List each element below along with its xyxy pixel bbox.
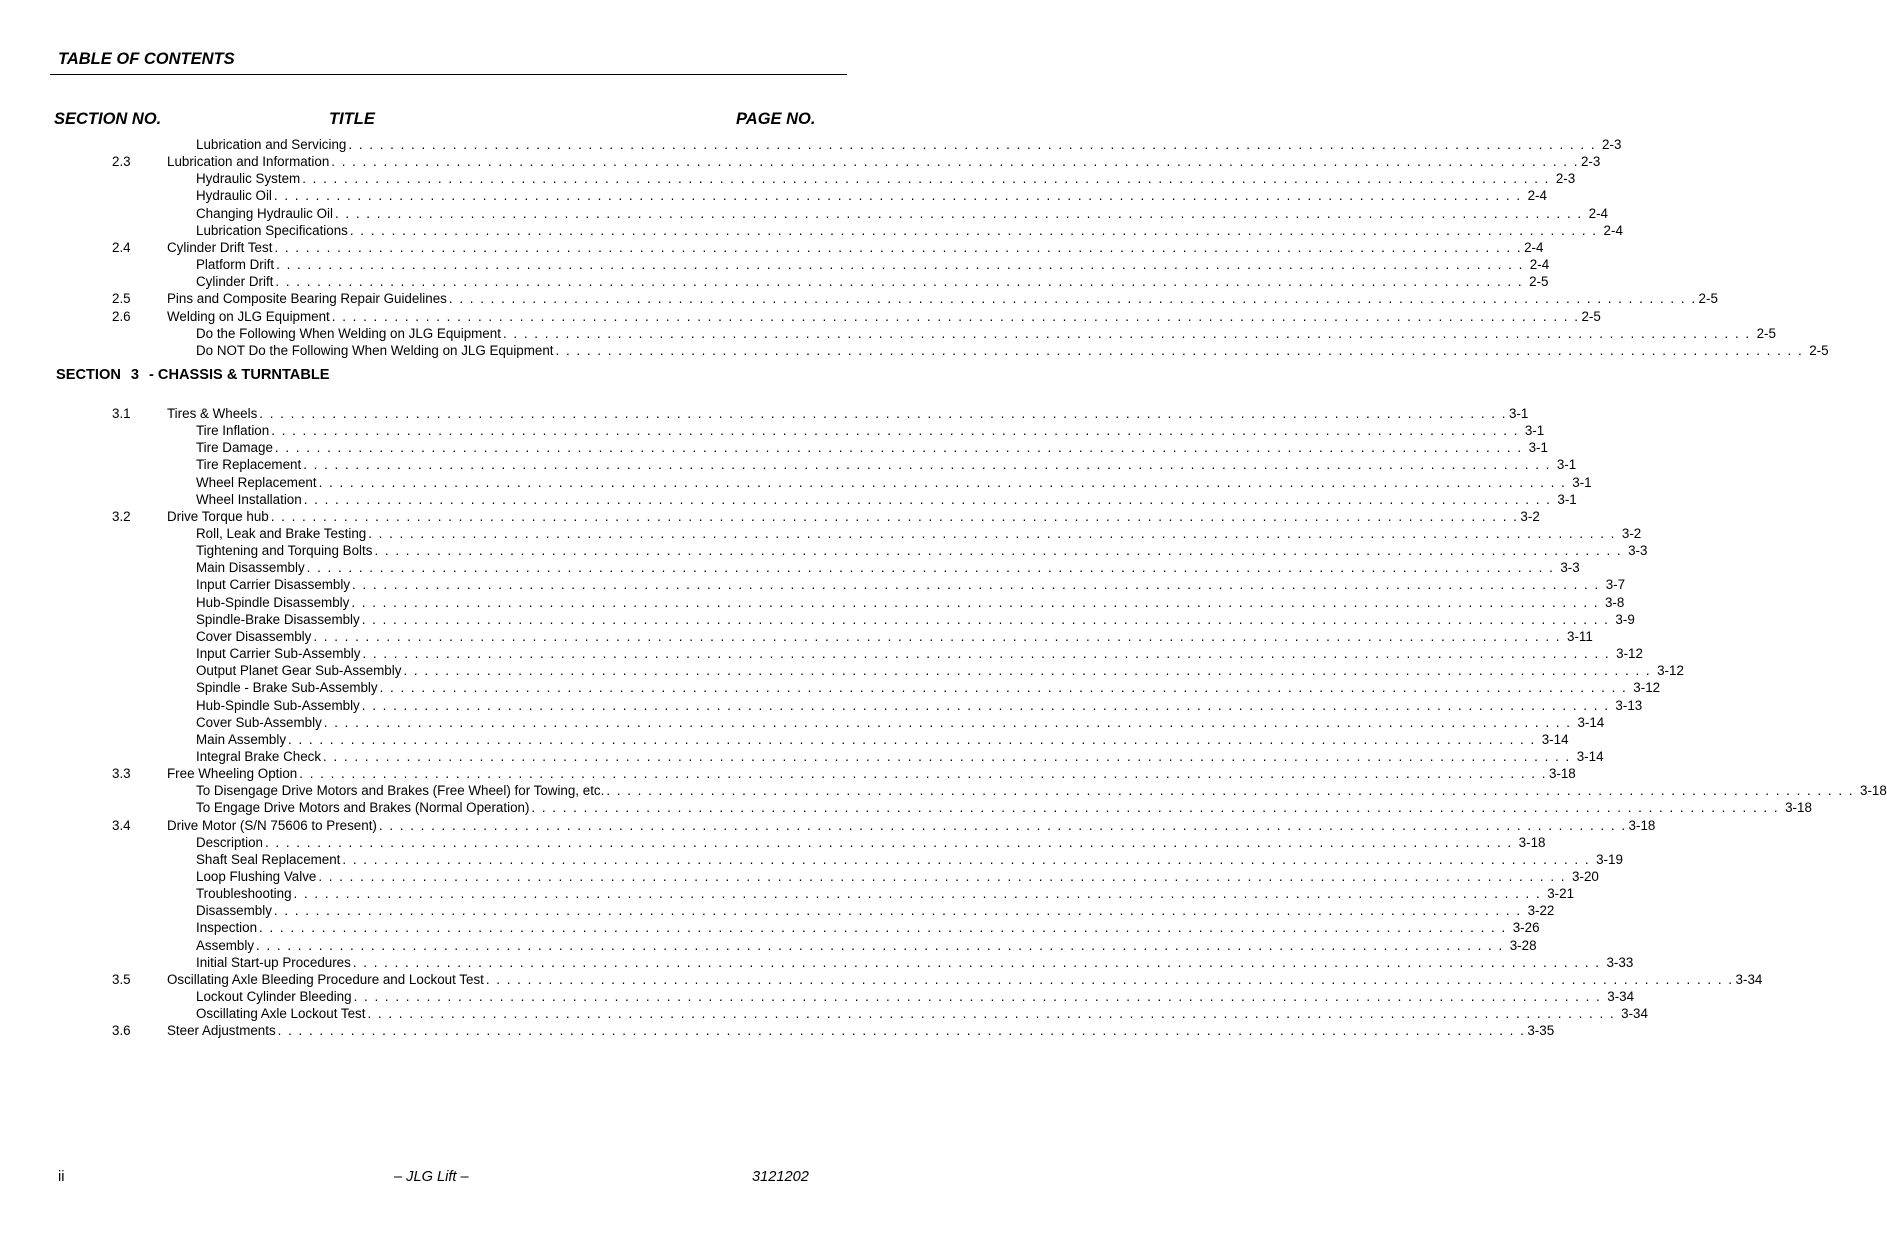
toc-entry-title: Lockout Cylinder Bleeding <box>196 989 352 1005</box>
toc-entry[interactable] <box>196 902 1555 919</box>
toc-entry[interactable] <box>167 290 1718 307</box>
toc-entry[interactable] <box>196 954 1634 971</box>
toc-leader-dots: . . . . . . . . . . . . . . . . . . . . . . . . . . . . . . . . . . . . . . . . . . . . . . . . . . . . . . . . . . . . . . . . . . . . . . . . . . . . . . . . . . . . . . . . . . . . . . . . . . . . . . . . . . . . . . . . . . . . . . . . <box>259 405 1507 421</box>
toc-entry-title: Tire Damage <box>196 440 273 456</box>
toc-leader-dots: . . . . . . . . . . . . . . . . . . . . . . . . . . . . . . . . . . . . . . . . . . . . . . . . . . . . . . . . . . . . . . . . . . . . . . . . . . . . . . . . . . . . . . . . . . . . . . . . . . . . . . . . . . . . . . . . . . . . . . . . <box>502 325 1751 341</box>
toc-entry[interactable] <box>167 153 1601 170</box>
toc-entry[interactable] <box>196 273 1549 290</box>
toc-entry-page: 3-2 <box>1520 508 1540 524</box>
column-header-title: TITLE <box>329 110 375 128</box>
toc-entry-title: Do NOT Do the Following When Welding on JLG Equipment <box>196 342 554 358</box>
toc-leader-dots: . . . . . . . . . . . . . . . . . . . . . . . . . . . . . . . . . . . . . . . . . . . . . . . . . . . . . . . . . . . . . . . . . . . . . . . . . . . . . . . . . . . . . . . . . . . . . . . . . . . . . . . . . . . . . . . . . . . . . . . . <box>368 526 1616 541</box>
toc-entry-title: Output Planet Gear Sub-Assembly <box>196 663 402 679</box>
column-header-section: SECTION NO. <box>54 110 162 128</box>
toc-entry-title: Input Carrier Disassembly <box>196 577 351 593</box>
toc-row <box>0 422 1545 439</box>
toc-leader-dots: . . . . . . . . . . . . . . . . . . . . . . . . . . . . . . . . . . . . . . . . . . . . . . . . . . . . . . . . . . . . . . . . . . . . . . . . . . . . . . . . . . . . . . . . . . . . . . . . . . . . . . . . . . . . . . . . . . . . . . . . <box>274 239 1523 255</box>
toc-entry-page: 3-34 <box>1607 989 1635 1005</box>
toc-entry[interactable] <box>196 868 1599 885</box>
toc-entry-page: 2-5 <box>1756 325 1776 341</box>
toc-entry[interactable] <box>196 851 1623 868</box>
toc-entry[interactable] <box>196 136 1622 153</box>
toc-section-number: 2.5 <box>112 291 131 307</box>
toc-leader-dots: . . . . . . . . . . . . . . . . . . . . . . . . . . . . . . . . . . . . . . . . . . . . . . . . . . . . . . . . . . . . . . . . . . . . . . . . . . . . . . . . . . . . . . . . . . . . . . . . . . . . . . . . . . . . . . . . . . . . . . . . <box>274 440 1523 456</box>
toc-entry[interactable] <box>196 456 1577 473</box>
toc-entry[interactable] <box>196 1005 1648 1022</box>
toc-entry-page: 3-20 <box>1572 869 1599 884</box>
toc-row <box>0 834 1546 851</box>
toc-entry-page: 3-12 <box>1657 663 1684 679</box>
toc-entry-page: 3-18 <box>1518 834 1546 850</box>
toc-entry-page: 3-28 <box>1509 937 1537 953</box>
toc-entry-page: 3-18 <box>1860 783 1887 799</box>
toc-entry-title: Hydraulic System <box>196 171 301 187</box>
toc-entry-page: 2-4 <box>1527 188 1547 204</box>
toc-entry-title: Cover Sub-Assembly <box>196 714 322 730</box>
toc-entry-page: 3-1 <box>1528 440 1548 456</box>
toc-entry-title: Integral Brake Check <box>196 748 322 764</box>
toc-section-number: 3.2 <box>112 508 131 524</box>
toc-leader-dots: . . . . . . . . . . . . . . . . . . . . . . . . . . . . . . . . . . . . . . . . . . . . . . . . . . . . . . . . . . . . . . . . . . . . . . . . . . . . . . . . . . . . . . . . . . . . . . . . . . . . . . . . . . . . . . . . . . . . . . . . <box>367 1006 1616 1022</box>
toc-entry-page: 3-34 <box>1735 971 1763 987</box>
footer-doc-number: 3121202 <box>752 1169 809 1185</box>
toc-entry[interactable] <box>196 662 1684 679</box>
toc-row <box>0 491 1577 508</box>
toc-entry-page: 3-26 <box>1512 920 1540 936</box>
toc-leader-dots: . . . . . . . . . . . . . . . . . . . . . . . . . . . . . . . . . . . . . . . . . . . . . . . . . . . . . . . . . . . . . . . . . . . . . . . . . . . . . . . . . . . . . . . . . . . . . . . . . . . . . . . . . . . . . . . . . . . . . . . . <box>299 766 1547 782</box>
toc-entry-title: Shaft Seal Replacement <box>196 851 341 867</box>
toc-row <box>0 559 1580 576</box>
toc-row <box>0 474 1592 491</box>
toc-leader-dots: . . . . . . . . . . . . . . . . . . . . . . . . . . . . . . . . . . . . . . . . . . . . . . . . . . . . . . . . . . . . . . . . . . . . . . . . . . . . . . . . . . . . . . . . . . . . . . . . . . . . . . . . . . . . . . . . . . . . . . . . <box>348 137 1597 152</box>
toc-entry[interactable] <box>167 765 1576 782</box>
toc-entry[interactable] <box>196 885 1575 902</box>
toc-entry[interactable] <box>196 222 1623 239</box>
toc-entry[interactable] <box>196 170 1576 187</box>
toc-entry-title: Oscillating Axle Bleeding Procedure and Lockout Test <box>167 971 484 987</box>
toc-leader-dots: . . . . . . . . . . . . . . . . . . . . . . . . . . . . . . . . . . . . . . . . . . . . . . . . . . . . . . . . . . . . . . . . . . . . . . . . . . . . . . . . . . . . . . . . . . . . . . . . . . . . . . . . . . . . . . . . . . . . . . . . <box>362 646 1611 662</box>
toc-row <box>0 697 1643 714</box>
toc-row <box>0 187 1547 204</box>
toc-entry-title: Roll, Leak and Brake Testing <box>196 526 367 541</box>
section-heading-title: - CHASSIS & TURNTABLE <box>149 367 330 383</box>
toc-entry[interactable] <box>196 439 1548 456</box>
toc-entry[interactable] <box>167 508 1540 525</box>
toc-entry[interactable] <box>196 611 1635 628</box>
header-title: TABLE OF CONTENTS <box>58 50 235 68</box>
toc-entry-page: 3-14 <box>1541 731 1569 747</box>
toc-entry[interactable] <box>196 342 1829 359</box>
toc-leader-dots: . . . . . . . . . . . . . . . . . . . . . . . . . . . . . . . . . . . . . . . . . . . . . . . . . . . . . . . . . . . . . . . . . . . . . . . . . . . . . . . . . . . . . . . . . . . . . . . . . . . . . . . . . . . . . . . . . . . . . . . . <box>323 714 1572 730</box>
toc-entry-title: Wheel Installation <box>196 491 302 507</box>
toc-entry-page: 2-5 <box>1529 274 1549 290</box>
toc-leader-dots: . . . . . . . . . . . . . . . . . . . . . . . . . . . . . . . . . . . . . . . . . . . . . . . . . . . . . . . . . . . . . . . . . . . . . . . . . . . . . . . . . . . . . . . . . . . . . . . . . . . . . . . . . . . . . . . . . . . . . . . . <box>270 508 1519 524</box>
toc-entry[interactable] <box>196 748 1604 765</box>
toc-leader-dots: . . . . . . . . . . . . . . . . . . . . . . . . . . . . . . . . . . . . . . . . . . . . . . . . . . . . . . . . . . . . . . . . . . . . . . . . . . . . . . . . . . . . . . . . . . . . . . . . . . . . . . . . . . . . . . . . . . . . . . . . <box>342 851 1591 867</box>
toc-entry-page: 3-1 <box>1524 423 1545 439</box>
toc-row <box>0 256 1550 273</box>
toc-entry[interactable] <box>196 628 1593 645</box>
toc-entry-title: Description <box>196 834 263 850</box>
toc-entry[interactable] <box>196 919 1540 936</box>
toc-entry-title: Lubrication Specifications <box>196 222 348 238</box>
toc-row <box>0 508 1540 525</box>
toc-entry[interactable] <box>167 971 1763 988</box>
toc-entry-title: Do the Following When Welding on JLG Equipment <box>196 325 501 341</box>
toc-entry-page: 3-19 <box>1596 851 1623 867</box>
toc-leader-dots: . . . . . . . . . . . . . . . . . . . . . . . . . . . . . . . . . . . . . . . . . . . . . . . . . . . . . . . . . . . . . . . . . . . . . . . . . . . . . . . . . . . . . . . . . . . . . . . . . . . . . . . . . . . . . . . . . . . . . . . . <box>606 783 1855 799</box>
toc-section-number: 3.6 <box>112 1023 131 1039</box>
toc-entry[interactable] <box>196 205 1608 222</box>
toc-entry[interactable] <box>196 594 1625 611</box>
toc-entry-page: 2-4 <box>1588 205 1608 221</box>
toc-entry[interactable] <box>196 988 1635 1005</box>
toc-leader-dots: . . . . . . . . . . . . . . . . . . . . . . . . . . . . . . . . . . . . . . . . . . . . . . . . . . . . . . . . . . . . . . . . . . . . . . . . . . . . . . . . . . . . . . . . . . . . . . . . . . . . . . . . . . . . . . . . . . . . . . . . <box>334 205 1583 221</box>
toc-entry[interactable] <box>196 714 1605 731</box>
toc-entry-page: 3-1 <box>1508 405 1529 421</box>
toc-leader-dots: . . . . . . . . . . . . . . . . . . . . . . . . . . . . . . . . . . . . . . . . . . . . . . . . . . . . . . . . . . . . . . . . . . . . . . . . . . . . . . . . . . . . . . . . . . . . . . . . . . . . . . . . . . . . . . . . . . . . . . . . <box>361 611 1610 627</box>
toc-leader-dots: . . . . . . . . . . . . . . . . . . . . . . . . . . . . . . . . . . . . . . . . . . . . . . . . . . . . . . . . . . . . . . . . . . . . . . . . . . . . . . . . . . . . . . . . . . . . . . . . . . . . . . . . . . . . . . . . . . . . . . . . <box>259 920 1507 936</box>
toc-entry-page: 2-5 <box>1581 308 1601 324</box>
toc-row <box>0 290 1718 307</box>
toc-entry-title: Cover Disassembly <box>196 628 312 644</box>
toc-entry-page: 3-12 <box>1616 646 1643 662</box>
toc-entry[interactable] <box>196 679 1661 696</box>
toc-entry[interactable] <box>167 239 1544 256</box>
toc-entry-page: 3-7 <box>1605 577 1626 593</box>
toc-leader-dots: . . . . . . . . . . . . . . . . . . . . . . . . . . . . . . . . . . . . . . . . . . . . . . . . . . . . . . . . . . . . . . . . . . . . . . . . . . . . . . . . . . . . . . . . . . . . . . . . . . . . . . . . . . . . . . . . . . . . . . . . <box>379 680 1628 696</box>
toc-entry[interactable] <box>196 731 1569 748</box>
toc-row <box>0 748 1604 765</box>
toc-entry-page: 3-12 <box>1633 680 1661 696</box>
toc-leader-dots: . . . . . . . . . . . . . . . . . . . . . . . . . . . . . . . . . . . . . . . . . . . . . . . . . . . . . . . . . . . . . . . . . . . . . . . . . . . . . . . . . . . . . . . . . . . . . . . . . . . . . . . . . . . . . . . . . . . . . . . . <box>331 154 1579 170</box>
toc-entry-page: 3-35 <box>1527 1023 1555 1039</box>
toc-entry-title: Changing Hydraulic Oil <box>196 205 333 221</box>
toc-entry[interactable] <box>196 576 1626 593</box>
toc-entry-title: Spindle - Brake Sub-Assembly <box>196 680 378 696</box>
toc-row <box>0 885 1575 902</box>
toc-row <box>0 170 1576 187</box>
toc-entry-title: Hub-Spindle Disassembly <box>196 594 350 610</box>
toc-entry-title: Lubrication and Servicing <box>196 137 347 152</box>
toc-section-number: 2.6 <box>112 308 131 324</box>
toc-row <box>0 902 1555 919</box>
toc-leader-dots: . . . . . . . . . . . . . . . . . . . . . . . . . . . . . . . . . . . . . . . . . . . . . . . . . . . . . . . . . . . . . . . . . . . . . . . . . . . . . . . . . . . . . . . . . . . . . . . . . . . . . . . . . . . . . . . . . . . . . . . . <box>273 903 1522 919</box>
toc-entry-page: 3-3 <box>1560 560 1580 576</box>
toc-row <box>0 868 1599 885</box>
toc-row <box>0 273 1549 290</box>
toc-entry[interactable] <box>196 645 1643 662</box>
toc-entry-title: To Disengage Drive Motors and Brakes (Free Wheel) for Towing, etc. <box>196 783 605 799</box>
toc-row <box>0 851 1623 868</box>
toc-entry-title: Troubleshooting <box>196 886 292 902</box>
toc-leader-dots: . . . . . . . . . . . . . . . . . . . . . . . . . . . . . . . . . . . . . . . . . . . . . . . . . . . . . . . . . . . . . . . . . . . . . . . . . . . . . . . . . . . . . . . . . . . . . . . . . . . . . . . . . . . . . . . . . . . . . . . . <box>293 886 1542 902</box>
toc-entry-title: Platform Drift <box>196 257 275 273</box>
toc-row <box>0 594 1625 611</box>
toc-leader-dots: . . . . . . . . . . . . . . . . . . . . . . . . . . . . . . . . . . . . . . . . . . . . . . . . . . . . . . . . . . . . . . . . . . . . . . . . . . . . . . . . . . . . . . . . . . . . . . . . . . . . . . . . . . . . . . . . . . . . . . . . <box>276 257 1524 273</box>
toc-entry[interactable] <box>167 817 1656 834</box>
toc-entry-title: Initial Start-up Procedures <box>196 954 351 970</box>
toc-leader-dots: . . . . . . . . . . . . . . . . . . . . . . . . . . . . . . . . . . . . . . . . . . . . . . . . . . . . . . . . . . . . . . . . . . . . . . . . . . . . . . . . . . . . . . . . . . . . . . . . . . . . . . . . . . . . . . . . . . . . . . . . <box>303 491 1552 507</box>
toc-row <box>0 645 1643 662</box>
toc-section-number: 3.4 <box>112 817 131 833</box>
toc-entry-page: 3-22 <box>1527 903 1555 919</box>
toc-entry-page: 2-5 <box>1809 342 1829 358</box>
toc-entry-title: Input Carrier Sub-Assembly <box>196 646 361 662</box>
toc-entry[interactable] <box>196 422 1545 439</box>
toc-leader-dots: . . . . . . . . . . . . . . . . . . . . . . . . . . . . . . . . . . . . . . . . . . . . . . . . . . . . . . . . . . . . . . . . . . . . . . . . . . . . . . . . . . . . . . . . . . . . . . . . . . . . . . . . . . . . . . . . . . . . . . . . <box>303 457 1551 473</box>
toc-row <box>0 576 1626 593</box>
toc-entry-page: 3-18 <box>1548 766 1576 782</box>
toc-entry-title: Wheel Replacement <box>196 474 317 490</box>
footer-company: – JLG Lift – <box>394 1169 469 1185</box>
toc-leader-dots: . . . . . . . . . . . . . . . . . . . . . . . . . . . . . . . . . . . . . . . . . . . . . . . . . . . . . . . . . . . . . . . . . . . . . . . . . . . . . . . . . . . . . . . . . . . . . . . . . . . . . . . . . . . . . . . . . . . . . . . . <box>323 748 1571 764</box>
toc-entry-page: 2-3 <box>1602 137 1622 152</box>
toc-entry[interactable] <box>196 256 1550 273</box>
toc-leader-dots: . . . . . . . . . . . . . . . . . . . . . . . . . . . . . . . . . . . . . . . . . . . . . . . . . . . . . . . . . . . . . . . . . . . . . . . . . . . . . . . . . . . . . . . . . . . . . . . . . . . . . . . . . . . . . . . . . . . . . . . . <box>256 937 1504 953</box>
toc-leader-dots: . . . . . . . . . . . . . . . . . . . . . . . . . . . . . . . . . . . . . . . . . . . . . . . . . . . . . . . . . . . . . . . . . . . . . . . . . . . . . . . . . . . . . . . . . . . . . . . . . . . . . . . . . . . . . . . . . . . . . . . . <box>349 222 1598 238</box>
toc-leader-dots: . . . . . . . . . . . . . . . . . . . . . . . . . . . . . . . . . . . . . . . . . . . . . . . . . . . . . . . . . . . . . . . . . . . . . . . . . . . . . . . . . . . . . . . . . . . . . . . . . . . . . . . . . . . . . . . . . . . . . . . . <box>264 834 1513 850</box>
toc-entry-title: Spindle-Brake Disassembly <box>196 611 360 627</box>
toc-row <box>0 542 1648 559</box>
toc-entry-title: Steer Adjustments <box>167 1023 276 1039</box>
toc-entry[interactable] <box>167 405 1529 422</box>
toc-row <box>0 971 1763 988</box>
toc-leader-dots: . . . . . . . . . . . . . . . . . . . . . . . . . . . . . . . . . . . . . . . . . . . . . . . . . . . . . . . . . . . . . . . . . . . . . . . . . . . . . . . . . . . . . . . . . . . . . . . . . . . . . . . . . . . . . . . . . . . . . . . . <box>448 291 1697 307</box>
toc-entry-title: Welding on JLG Equipment <box>167 308 330 324</box>
toc-row <box>0 662 1684 679</box>
toc-row <box>0 153 1601 170</box>
toc-row <box>0 525 1642 542</box>
toc-leader-dots: . . . . . . . . . . . . . . . . . . . . . . . . . . . . . . . . . . . . . . . . . . . . . . . . . . . . . . . . . . . . . . . . . . . . . . . . . . . . . . . . . . . . . . . . . . . . . . . . . . . . . . . . . . . . . . . . . . . . . . . . <box>378 817 1627 833</box>
toc-entry-title: Tire Inflation <box>196 423 270 439</box>
toc-entry[interactable] <box>196 697 1643 714</box>
toc-leader-dots: . . . . . . . . . . . . . . . . . . . . . . . . . . . . . . . . . . . . . . . . . . . . . . . . . . . . . . . . . . . . . . . . . . . . . . . . . . . . . . . . . . . . . . . . . . . . . . . . . . . . . . . . . . . . . . . . . . . . . . . . <box>361 697 1610 713</box>
toc-entry-title: To Engage Drive Motors and Brakes (Normal Operation) <box>196 800 530 816</box>
toc-entry-page: 3-18 <box>1628 817 1656 833</box>
toc-leader-dots: . . . . . . . . . . . . . . . . . . . . . . . . . . . . . . . . . . . . . . . . . . . . . . . . . . . . . . . . . . . . . . . . . . . . . . . . . . . . . . . . . . . . . . . . . . . . . . . . . . . . . . . . . . . . . . . . . . . . . . . . <box>288 731 1536 747</box>
toc-entry-page: 3-8 <box>1604 594 1625 610</box>
toc-entry-page: 3-14 <box>1576 748 1604 764</box>
toc-entry-page: 3-1 <box>1572 474 1592 490</box>
toc-row <box>0 799 1812 816</box>
toc-entry-title: Assembly <box>196 937 255 953</box>
footer-page-number: ii <box>58 1169 65 1185</box>
toc-entry-page: 3-13 <box>1615 697 1643 713</box>
toc-entry-title: Hub-Spindle Sub-Assembly <box>196 697 360 713</box>
toc-entry-title: Tightening and Torquing Bolts <box>196 543 373 559</box>
toc-row <box>0 765 1576 782</box>
toc-section-number: 3.3 <box>112 766 131 782</box>
toc-row <box>0 954 1634 971</box>
toc-row <box>0 222 1623 239</box>
toc-entry-title: Main Disassembly <box>196 560 305 576</box>
toc-entry-page: 2-3 <box>1580 154 1601 170</box>
toc-leader-dots: . . . . . . . . . . . . . . . . . . . . . . . . . . . . . . . . . . . . . . . . . . . . . . . . . . . . . . . . . . . . . . . . . . . . . . . . . . . . . . . . . . . . . . . . . . . . . . . . . . . . . . . . . . . . . . . . . . . . . . . . <box>271 423 1519 439</box>
toc-row <box>0 1005 1648 1022</box>
toc-entry-page: 2-5 <box>1698 291 1718 307</box>
toc-row <box>0 628 1593 645</box>
toc-entry-title: Tire Replacement <box>196 457 302 473</box>
toc-entry[interactable] <box>196 187 1547 204</box>
toc-row <box>0 205 1608 222</box>
toc-entry[interactable] <box>167 1022 1555 1039</box>
toc-leader-dots: . . . . . . . . . . . . . . . . . . . . . . . . . . . . . . . . . . . . . . . . . . . . . . . . . . . . . . . . . . . . . . . . . . . . . . . . . . . . . . . . . . . . . . . . . . . . . . . . . . . . . . . . . . . . . . . . . . . . . . . . <box>353 989 1602 1005</box>
toc-entry-page: 3-1 <box>1556 457 1577 473</box>
toc-entry-page: 3-3 <box>1628 543 1648 559</box>
toc-entry[interactable] <box>196 525 1642 542</box>
toc-entry-title: Cylinder Drift <box>196 274 274 290</box>
section-heading <box>56 367 330 383</box>
toc-entry[interactable] <box>196 834 1546 851</box>
toc-entry[interactable] <box>196 559 1580 576</box>
toc-row <box>0 679 1661 696</box>
section-heading-label: SECTION <box>56 367 121 383</box>
toc-entry-title: Drive Motor (S/N 75606 to Present) <box>167 817 377 833</box>
toc-entry-title: Pins and Composite Bearing Repair Guidelines <box>167 291 447 307</box>
toc-leader-dots: . . . . . . . . . . . . . . . . . . . . . . . . . . . . . . . . . . . . . . . . . . . . . . . . . . . . . . . . . . . . . . . . . . . . . . . . . . . . . . . . . . . . . . . . . . . . . . . . . . . . . . . . . . . . . . . . . . . . . . . . <box>277 1023 1526 1039</box>
toc-section-number: 3.1 <box>112 405 131 421</box>
toc-entry-title: Inspection <box>196 920 258 936</box>
toc-entry-title: Disassembly <box>196 903 272 919</box>
toc-row <box>0 456 1577 473</box>
toc-entry-page: 3-1 <box>1557 491 1577 507</box>
toc-row <box>0 937 1537 954</box>
toc-row <box>0 714 1605 731</box>
toc-entry-page: 3-14 <box>1577 714 1605 730</box>
toc-leader-dots: . . . . . . . . . . . . . . . . . . . . . . . . . . . . . . . . . . . . . . . . . . . . . . . . . . . . . . . . . . . . . . . . . . . . . . . . . . . . . . . . . . . . . . . . . . . . . . . . . . . . . . . . . . . . . . . . . . . . . . . . <box>485 971 1734 987</box>
toc-row <box>0 136 1622 153</box>
toc-entry[interactable] <box>196 937 1537 954</box>
toc-row <box>0 782 1887 799</box>
toc-entry[interactable] <box>196 474 1592 491</box>
toc-entry-page: 3-2 <box>1621 526 1642 541</box>
toc-leader-dots: . . . . . . . . . . . . . . . . . . . . . . . . . . . . . . . . . . . . . . . . . . . . . . . . . . . . . . . . . . . . . . . . . . . . . . . . . . . . . . . . . . . . . . . . . . . . . . . . . . . . . . . . . . . . . . . . . . . . . . . . <box>273 188 1522 204</box>
toc-entry-title: Lubrication and Information <box>167 154 330 170</box>
toc-entry-title: Oscillating Axle Lockout Test <box>196 1006 366 1022</box>
toc-leader-dots: . . . . . . . . . . . . . . . . . . . . . . . . . . . . . . . . . . . . . . . . . . . . . . . . . . . . . . . . . . . . . . . . . . . . . . . . . . . . . . . . . . . . . . . . . . . . . . . . . . . . . . . . . . . . . . . . . . . . . . . . <box>313 628 1562 644</box>
toc-row <box>0 439 1548 456</box>
toc-entry-page: 2-4 <box>1529 257 1550 273</box>
toc-leader-dots: . . . . . . . . . . . . . . . . . . . . . . . . . . . . . . . . . . . . . . . . . . . . . . . . . . . . . . . . . . . . . . . . . . . . . . . . . . . . . . . . . . . . . . . . . . . . . . . . . . . . . . . . . . . . . . . . . . . . . . . . <box>306 560 1555 576</box>
toc-row <box>0 239 1544 256</box>
toc-entry-title: Drive Torque hub <box>167 508 269 524</box>
toc-entry[interactable] <box>196 491 1577 508</box>
toc-row <box>0 325 1776 342</box>
toc-row <box>0 919 1540 936</box>
toc-entry-page: 3-33 <box>1606 954 1634 970</box>
toc-row <box>0 308 1601 325</box>
toc-leader-dots: . . . . . . . . . . . . . . . . . . . . . . . . . . . . . . . . . . . . . . . . . . . . . . . . . . . . . . . . . . . . . . . . . . . . . . . . . . . . . . . . . . . . . . . . . . . . . . . . . . . . . . . . . . . . . . . . . . . . . . . . <box>531 800 1780 816</box>
toc-entry-page: 3-21 <box>1547 886 1575 902</box>
toc-section-number: 3.5 <box>112 971 131 987</box>
toc-entry[interactable] <box>196 325 1776 342</box>
toc-entry-page: 2-4 <box>1603 222 1623 238</box>
toc-entry-title: Loop Flushing Valve <box>196 869 317 884</box>
toc-row <box>0 817 1656 834</box>
toc-entry[interactable] <box>196 799 1812 816</box>
toc-leader-dots: . . . . . . . . . . . . . . . . . . . . . . . . . . . . . . . . . . . . . . . . . . . . . . . . . . . . . . . . . . . . . . . . . . . . . . . . . . . . . . . . . . . . . . . . . . . . . . . . . . . . . . . . . . . . . . . . . . . . . . . . <box>318 474 1567 490</box>
toc-leader-dots: . . . . . . . . . . . . . . . . . . . . . . . . . . . . . . . . . . . . . . . . . . . . . . . . . . . . . . . . . . . . . . . . . . . . . . . . . . . . . . . . . . . . . . . . . . . . . . . . . . . . . . . . . . . . . . . . . . . . . . . . <box>374 543 1623 559</box>
toc-entry-title: Main Assembly <box>196 731 287 747</box>
toc-row <box>0 1022 1555 1039</box>
toc-entry[interactable] <box>196 542 1648 559</box>
column-header-page: PAGE NO. <box>736 110 816 128</box>
toc-leader-dots: . . . . . . . . . . . . . . . . . . . . . . . . . . . . . . . . . . . . . . . . . . . . . . . . . . . . . . . . . . . . . . . . . . . . . . . . . . . . . . . . . . . . . . . . . . . . . . . . . . . . . . . . . . . . . . . . . . . . . . . . <box>352 954 1601 970</box>
toc-entry-title: Tires & Wheels <box>167 405 258 421</box>
toc-entry-page: 2-3 <box>1555 171 1576 187</box>
toc-leader-dots: . . . . . . . . . . . . . . . . . . . . . . . . . . . . . . . . . . . . . . . . . . . . . . . . . . . . . . . . . . . . . . . . . . . . . . . . . . . . . . . . . . . . . . . . . . . . . . . . . . . . . . . . . . . . . . . . . . . . . . . . <box>403 663 1652 679</box>
section-heading-number: 3 <box>130 367 139 383</box>
toc-leader-dots: . . . . . . . . . . . . . . . . . . . . . . . . . . . . . . . . . . . . . . . . . . . . . . . . . . . . . . . . . . . . . . . . . . . . . . . . . . . . . . . . . . . . . . . . . . . . . . . . . . . . . . . . . . . . . . . . . . . . . . . . <box>351 594 1599 610</box>
toc-row <box>0 342 1829 359</box>
toc-entry-title: Hydraulic Oil <box>196 188 272 204</box>
toc-entry-page: 3-18 <box>1785 800 1812 816</box>
header-rule <box>50 74 847 75</box>
toc-entry-page: 3-9 <box>1615 611 1635 627</box>
toc-row <box>0 405 1529 422</box>
toc-leader-dots: . . . . . . . . . . . . . . . . . . . . . . . . . . . . . . . . . . . . . . . . . . . . . . . . . . . . . . . . . . . . . . . . . . . . . . . . . . . . . . . . . . . . . . . . . . . . . . . . . . . . . . . . . . . . . . . . . . . . . . . . <box>555 342 1804 358</box>
toc-entry-title: Cylinder Drift Test <box>167 239 273 255</box>
toc-leader-dots: . . . . . . . . . . . . . . . . . . . . . . . . . . . . . . . . . . . . . . . . . . . . . . . . . . . . . . . . . . . . . . . . . . . . . . . . . . . . . . . . . . . . . . . . . . . . . . . . . . . . . . . . . . . . . . . . . . . . . . . . <box>302 171 1550 187</box>
toc-leader-dots: . . . . . . . . . . . . . . . . . . . . . . . . . . . . . . . . . . . . . . . . . . . . . . . . . . . . . . . . . . . . . . . . . . . . . . . . . . . . . . . . . . . . . . . . . . . . . . . . . . . . . . . . . . . . . . . . . . . . . . . . <box>352 577 1600 593</box>
toc-entry[interactable] <box>167 308 1601 325</box>
toc-section-number: 2.3 <box>112 154 131 170</box>
toc-row <box>0 731 1569 748</box>
toc-leader-dots: . . . . . . . . . . . . . . . . . . . . . . . . . . . . . . . . . . . . . . . . . . . . . . . . . . . . . . . . . . . . . . . . . . . . . . . . . . . . . . . . . . . . . . . . . . . . . . . . . . . . . . . . . . . . . . . . . . . . . . . . <box>275 274 1524 290</box>
toc-entry[interactable] <box>196 782 1887 799</box>
toc-leader-dots: . . . . . . . . . . . . . . . . . . . . . . . . . . . . . . . . . . . . . . . . . . . . . . . . . . . . . . . . . . . . . . . . . . . . . . . . . . . . . . . . . . . . . . . . . . . . . . . . . . . . . . . . . . . . . . . . . . . . . . . . <box>331 308 1580 324</box>
toc-entry-page: 3-34 <box>1621 1006 1648 1022</box>
toc-entry-title: Free Wheeling Option <box>167 766 298 782</box>
toc-entry-page: 3-11 <box>1567 628 1593 644</box>
toc-row <box>0 611 1635 628</box>
toc-row <box>0 988 1635 1005</box>
toc-leader-dots: . . . . . . . . . . . . . . . . . . . . . . . . . . . . . . . . . . . . . . . . . . . . . . . . . . . . . . . . . . . . . . . . . . . . . . . . . . . . . . . . . . . . . . . . . . . . . . . . . . . . . . . . . . . . . . . . . . . . . . . . <box>318 869 1567 884</box>
toc-section-number: 2.4 <box>112 239 131 255</box>
toc-entry-page: 2-4 <box>1524 239 1544 255</box>
